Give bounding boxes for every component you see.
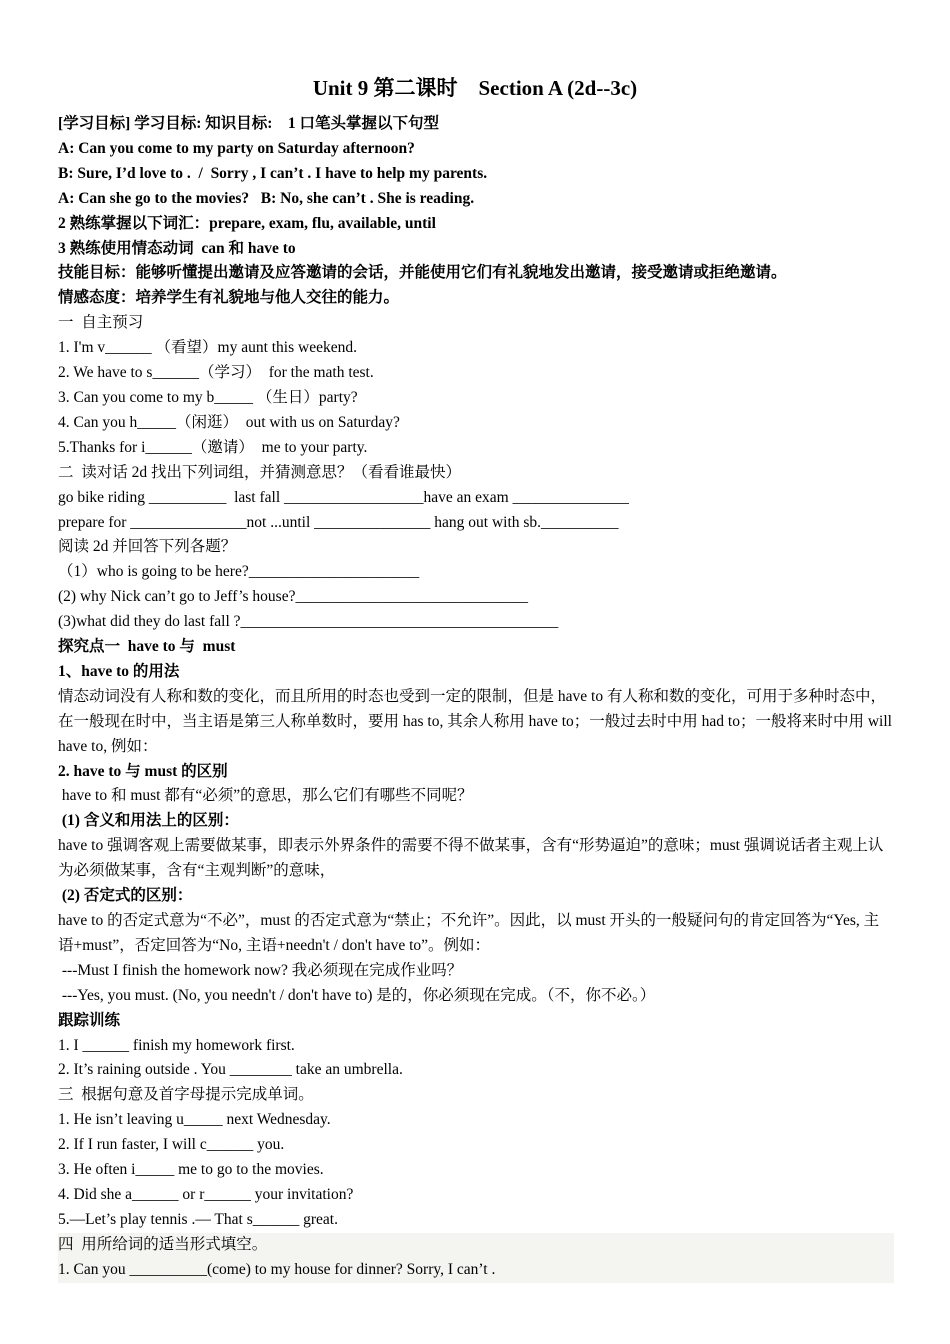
- example-line: ---Yes, you must. (No, you needn't / don't have to) 是的，你必须现在完成。（不，你不必。）: [58, 986, 656, 1004]
- explanation-paragraph: have to 的否定式意为“不必”，must 的否定式意为“禁止；不允许”。因此，以 must 开头的一般疑问句的肯定回答为“Yes, 主语+must”，否定回答为“No, 主语+needn't / don't have to”。例如：: [58, 912, 880, 954]
- subheading: 1、have to 的用法: [58, 662, 180, 680]
- section-practice: [58, 1009, 894, 1084]
- exercise-item: 3. Can you come to my b_____ （生日）party?: [58, 388, 358, 406]
- subheading: (1) 含义和用法上的区别：: [58, 812, 239, 830]
- section-word-completion: [58, 1083, 894, 1232]
- section-heading: 三 根据句意及首字母提示完成单词。: [58, 1086, 314, 1104]
- objectives-block: [58, 112, 894, 311]
- exercise-item: 4. Can you h_____（闲逛） out with us on Saturday?: [58, 413, 400, 431]
- question-item: (3)what did they do last fall ?_________________________________________: [58, 613, 559, 631]
- exercise-item: 1. Can you __________(come) to my house for dinner? Sorry, I can’t .: [58, 1260, 496, 1278]
- section-heading: 四 用所给词的适当形式填空。: [58, 1235, 268, 1253]
- section-word-forms: [58, 1233, 894, 1283]
- explore-heading: 探究点一 have to 与 must: [58, 638, 236, 656]
- section-heading: 二 读对话 2d 找出下列词组，并猜测意思？（看看谁最快）: [58, 463, 462, 481]
- question-item: (2) why Nick can’t go to Jeff’s house?______________________________: [58, 588, 528, 606]
- objective-line: 3 熟练使用情态动词 can 和 have to: [58, 239, 296, 257]
- objective-line: A: Can you come to my party on Saturday afternoon?: [58, 139, 415, 157]
- exercise-item: 1. I ______ finish my homework first.: [58, 1036, 295, 1054]
- explanation-paragraph: 情态动词没有人称和数的变化，而且所用的时态也受到一定的限制，但是 have to 有人称和数的变化，可用于多种时态中，在一般现在时中，当主语是第三人称单数时，要用 has to, 其余人称用 have to；一般过去时中用 had to；一般将来时中用 will have to, 例如：: [58, 687, 892, 755]
- objective-line: B: Sure, I’d love to . / Sorry , I can’t . I have to help my parents.: [58, 164, 488, 182]
- section-preview: [58, 311, 894, 460]
- section-explore: [58, 635, 894, 1009]
- exercise-item: 1. I'm v______ （看望）my aunt this weekend.: [58, 339, 357, 357]
- subheading: 2. have to 与 must 的区别: [58, 762, 228, 780]
- reading-heading: 阅读 2d 并回答下列各题？: [58, 538, 237, 556]
- example-line: ---Must I finish the homework now? 我必须现在完成作业吗？: [58, 961, 463, 979]
- document-body: [58, 112, 894, 1283]
- objective-line: 情感态度：培养学生有礼貌地与他人交往的能力。: [58, 289, 400, 307]
- practice-heading: 跟踪训练: [58, 1011, 121, 1029]
- objective-line: [学习目标] 学习目标: 知识目标: 1 口笔头掌握以下句型: [58, 115, 440, 132]
- exercise-item: 2. We have to s______（学习） for the math test.: [58, 364, 374, 382]
- section-dialogue: [58, 461, 894, 635]
- page-title: Unit 9 第二课时 Section A (2d--3c): [312, 76, 638, 100]
- question-item: （1）who is going to be here?______________________: [58, 563, 420, 581]
- explanation-paragraph: have to 强调客观上需要做某事，即表示外界条件的需要不得不做某事，含有“形势逼迫”的意味；must 强调说话者主观上认为必须做某事，含有“主观判断”的意味，: [58, 837, 884, 880]
- section-heading: 一 自主预习: [58, 314, 144, 332]
- exercise-item: 2. It’s raining outside . You ________ take an umbrella.: [58, 1061, 403, 1079]
- subheading: (2) 否定式的区别：: [58, 887, 193, 905]
- objective-line: 2 熟练掌握以下词汇：prepare, exam, flu, available, until: [58, 214, 436, 232]
- explanation-line: have to 和 must 都有“必须”的意思，那么它们有哪些不同呢？: [58, 787, 473, 805]
- exercise-item: 5.Thanks for i______（邀请） me to your party.: [58, 438, 368, 456]
- exercise-item: 1. He isn’t leaving u_____ next Wednesday.: [58, 1111, 331, 1129]
- phrase-line: prepare for _______________not ...until _______________ hang out with sb.__________: [58, 513, 619, 531]
- exercise-item: 4. Did she a______ or r______ your invitation?: [58, 1185, 354, 1203]
- objective-line: A: Can she go to the movies? B: No, she can’t . She is reading.: [58, 189, 475, 207]
- exercise-item: 3. He often i_____ me to go to the movies.: [58, 1161, 324, 1179]
- exercise-item: 2. If I run faster, I will c______ you.: [58, 1136, 285, 1154]
- objective-line: 技能目标：能够听懂提出邀请及应答邀请的会话，并能使用它们有礼貌地发出邀请，接受邀请或拒绝邀请。: [58, 264, 787, 282]
- phrase-line: go bike riding __________ last fall __________________have an exam _______________: [58, 488, 629, 506]
- exercise-item: 5.—Let’s play tennis .— That s______ great.: [58, 1210, 338, 1228]
